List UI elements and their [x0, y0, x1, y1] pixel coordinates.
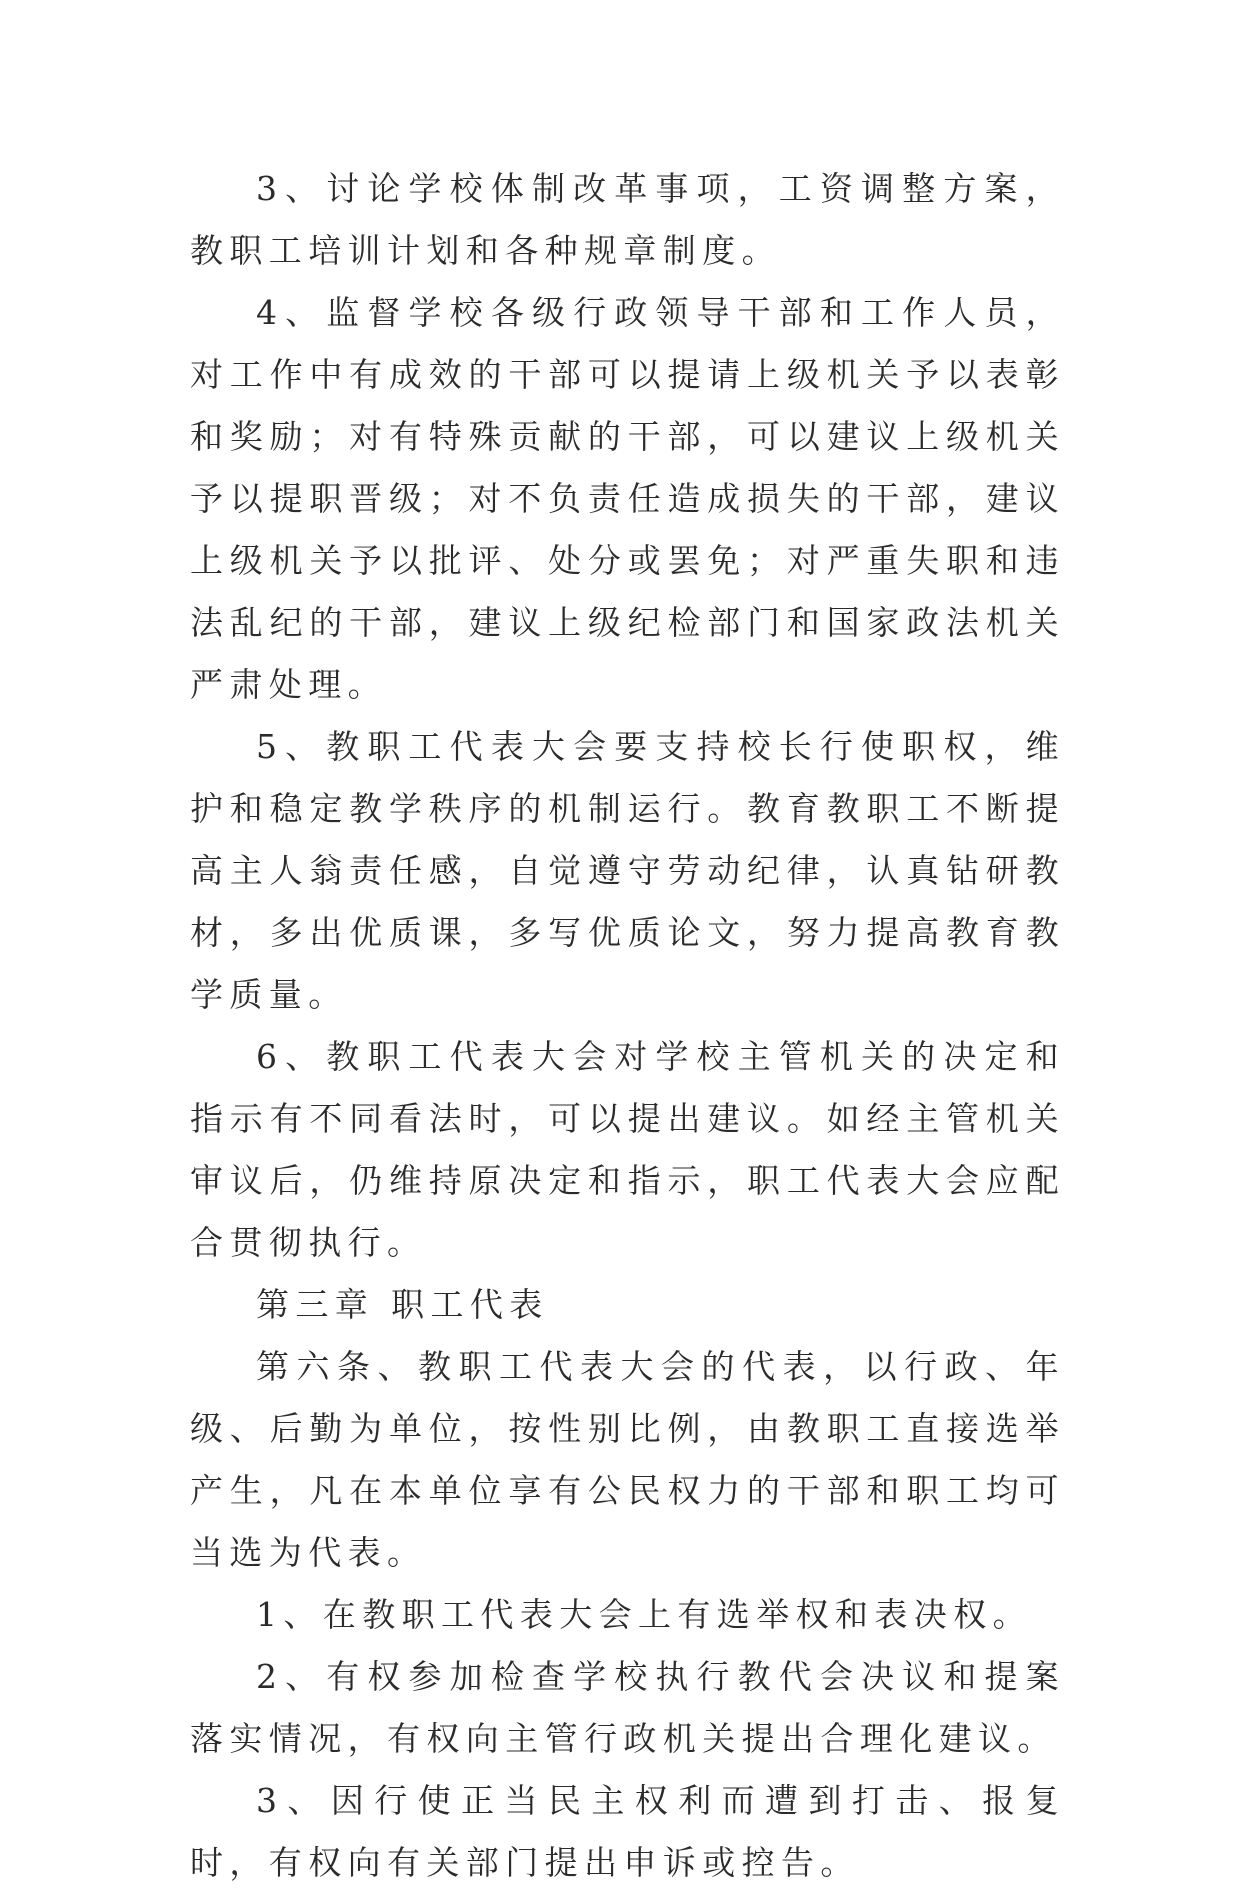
paragraph-right-3: 3、因行使正当民主权利而遭到打击、报复时，有权向有关部门提出申诉或控告。: [190, 1781, 1065, 1882]
paragraph-item-3-discussion: 3、讨论学校体制改革事项，工资调整方案，教职工培训计划和各种规章制度。: [190, 169, 1065, 270]
paragraph-item-6-suggestion: 6、教职工代表大会对学校主管机关的决定和指示有不同看法时，可以提出建议。如经主管机关审议后，仍维持原决定和指示，职工代表大会应配合贯彻执行。: [190, 1037, 1065, 1262]
paragraph-right-2: 2、有权参加检查学校执行教代会决议和提案落实情况，有权向主管行政机关提出合理化建议。: [190, 1657, 1065, 1758]
chapter-heading: 第三章 职工代表: [256, 1285, 549, 1324]
paragraph-article-6: 第六条、教职工代表大会的代表，以行政、年级、后勤为单位，按性别比例，由教职工直接选举产生，凡在本单位享有公民权力的干部和职工均可当选为代表。: [190, 1347, 1065, 1572]
document-body: [190, 158, 1065, 1894]
paragraph-right-1: 1、在教职工代表大会上有选举权和表决权。: [256, 1595, 1032, 1634]
paragraph-item-5-support: 5、教职工代表大会要支持校长行使职权，维护和稳定教学秩序的机制运行。教育教职工不断提高主人翁责任感，自觉遵守劳动纪律，认真钻研教材，多出优质课，多写优质论文，努力提高教育教学质量。: [190, 727, 1065, 1014]
paragraph-item-4-supervision: 4、监督学校各级行政领导干部和工作人员，对工作中有成效的干部可以提请上级机关予以表彰和奖励；对有特殊贡献的干部，可以建议上级机关予以提职晋级；对不负责任造成损失的干部，建议上级机关予以批评、处分或罢免；对严重失职和违法乱纪的干部，建议上级纪检部门和国家政法机关严肃处理。: [190, 293, 1065, 704]
